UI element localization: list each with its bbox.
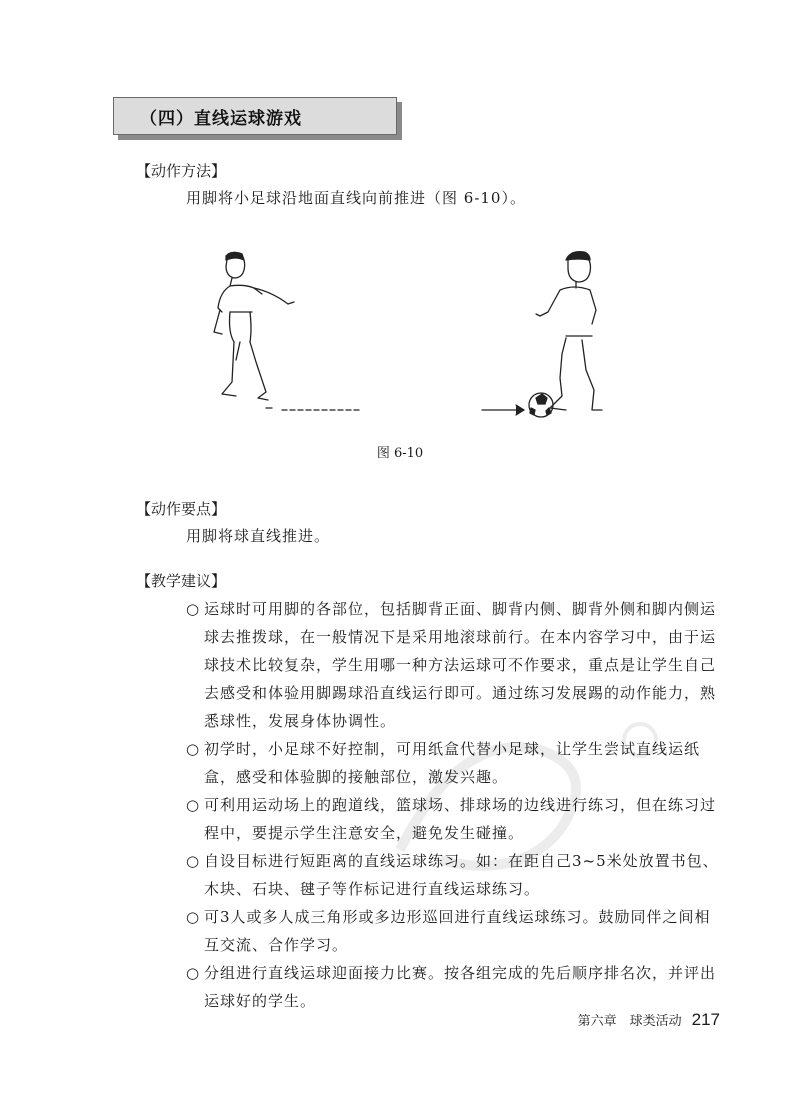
method-label: 【动作方法】 [136, 162, 227, 180]
section-title: （四）直线运球游戏 [140, 108, 302, 129]
circle-bullet-icon: ○ [186, 796, 201, 814]
key-points-label: 【动作要点】 [136, 500, 227, 518]
suggestions-label: 【教学建议】 [136, 572, 227, 590]
circle-bullet-icon: ○ [186, 600, 201, 618]
suggestions-list [186, 595, 726, 1015]
list-item: ○ 可利用运动场上的跑道线，篮球场、排球场的边线进行练习，但在练习过程中，要提示学生注意安全，避免发生碰撞。 [186, 791, 726, 847]
circle-bullet-icon: ○ [186, 852, 201, 870]
list-item: ○ 可3人或多人成三角形或多边形巡回进行直线运球练习。鼓励同伴之间相互交流、合作学习。 [186, 903, 726, 959]
figure-caption: 图 6-10 [376, 446, 424, 461]
left-child-figure [214, 252, 294, 400]
key-points-text: 用脚将球直线推进。 [186, 527, 331, 545]
circle-bullet-icon: ○ [186, 964, 201, 982]
circle-bullet-icon: ○ [186, 740, 201, 758]
page-footer [578, 1010, 720, 1030]
child-kicking-ball-illustration [210, 248, 630, 428]
list-item: ○ 分组进行直线运球迎面接力比赛。按各组完成的先后顺序排名次，并评出运球好的学生。 [186, 959, 726, 1015]
list-item: ○ 自设目标进行短距离的直线运球练习。如：在距自己3~5米处放置书包、木块、石块、毽子等作标记进行直线运球练习。 [186, 847, 726, 903]
soccer-ball-icon [529, 393, 553, 417]
chapter-label: 第六章 球类活动 [577, 1014, 682, 1029]
circle-bullet-icon: ○ [186, 908, 201, 926]
page-number: 217 [691, 1010, 720, 1029]
method-text: 用脚将小足球沿地面直线向前推进（图 6-10）。 [186, 189, 526, 207]
section-header [113, 97, 397, 135]
list-item: ○ 运球时可用脚的各部位，包括脚背正面、脚背内侧、脚背外侧和脚内侧运球去推拨球，在一般情况下是采用地滚球前行。在本内容学习中，由于运球技术比较复杂，学生用哪一种方法运球可不作要求，重点是让学生自己去感受和体验用脚踢球沿直线运行即可。通过练习发展踢的动作能力，熟悉球性，发展身体协调性。 [186, 595, 726, 735]
right-child-figure [536, 252, 602, 410]
list-item: ○ 初学时，小足球不好控制，可用纸盒代替小足球，让学生尝试直线运纸盒，感受和体验脚的接触部位，激发兴趣。 [186, 735, 726, 791]
